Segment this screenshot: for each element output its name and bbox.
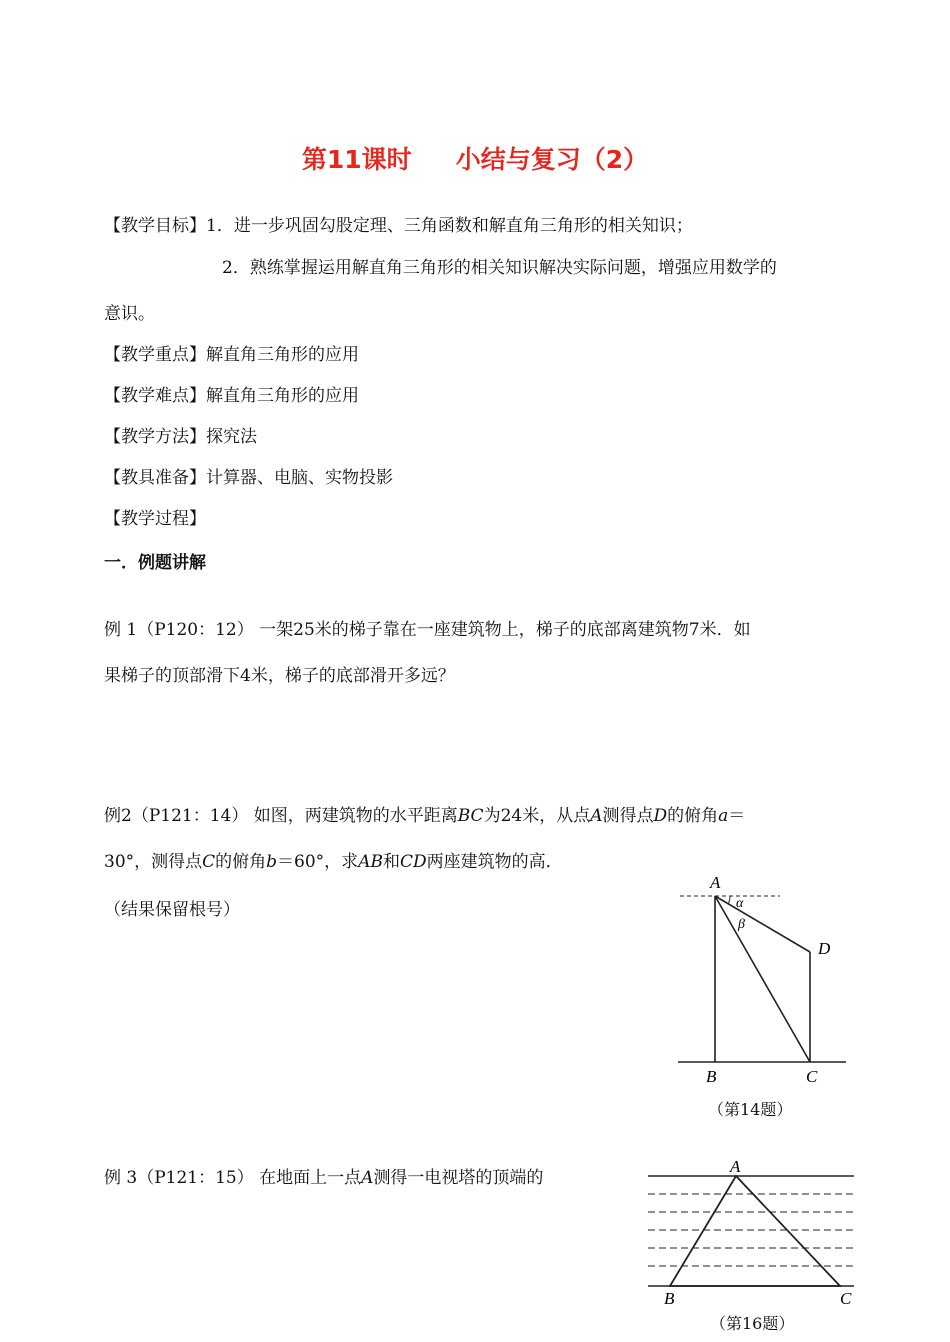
goals-label: 【教学目标】 (104, 216, 206, 236)
example2-note: （结果保留根号） (104, 900, 240, 920)
section-heading: 一．例题讲解 (104, 553, 206, 573)
page-title (0, 140, 950, 176)
line-ad (715, 896, 810, 952)
var-a: A (590, 806, 603, 826)
example1-line-1: 例 1（P120：12） 一架25米的梯子靠在一座建筑物上，梯子的底部离建筑物7米．如 (104, 620, 751, 640)
line-ac (715, 896, 810, 1062)
example2-line-2: 30°，测得点C的俯角b＝60°，求AB和CD两座建筑物的高． (104, 852, 563, 872)
figure-14-caption: （第14题） (708, 1100, 793, 1119)
figure-16 (640, 1152, 860, 1306)
var-bc: BC (457, 806, 484, 826)
angle-alpha-arc (728, 896, 730, 904)
point-c-label: C (806, 1067, 818, 1086)
beta-label: β (738, 917, 745, 932)
goals-item-2-continued: 意识。 (104, 304, 155, 324)
difficulty: 【教学难点】解直角三角形的应用 (104, 386, 359, 406)
goals-item-2: 2．熟练掌握运用解直角三角形的相关知识解决实际问题，增强应用数学的 (222, 258, 777, 278)
point-d-label: D (818, 939, 831, 958)
var-ab: AB (358, 852, 383, 872)
var-alpha: a (718, 806, 729, 826)
point-c-label: C (840, 1289, 852, 1306)
figure-14 (670, 870, 850, 1092)
key-point: 【教学重点】解直角三角形的应用 (104, 345, 359, 365)
point-a-label: A (710, 873, 721, 892)
figure-16-caption: （第16题） (710, 1314, 795, 1333)
title-lesson-number: 第11课时 (301, 145, 412, 174)
alpha-label: α (736, 896, 744, 911)
var-cd: CD (399, 852, 427, 872)
example1-line-2: 果梯子的顶部滑下4米，梯子的底部滑开多远？ (104, 666, 455, 686)
point-a-label: A (730, 1157, 741, 1176)
var-c: C (202, 852, 216, 872)
goals-line-1 (104, 214, 693, 238)
example2-line-1: 例2（P121：14） 如图，两建筑物的水平距离BC为24米，从点A测得点D的俯角a＝ (104, 806, 746, 826)
tools: 【教具准备】计算器、电脑、实物投影 (104, 468, 393, 488)
var-a: A (361, 1168, 374, 1188)
title-lesson-name: 小结与复习（2） (455, 145, 649, 174)
var-d: D (653, 806, 668, 826)
process-heading: 【教学过程】 (104, 509, 206, 529)
example3-line-1: 例 3（P121：15） 在地面上一点A测得一电视塔的顶端的 (104, 1168, 544, 1188)
goals-item-1: 1．进一步巩固勾股定理、三角函数和解直角三角形的相关知识； (206, 216, 693, 236)
var-beta: b (266, 852, 278, 872)
point-b-label: B (664, 1289, 675, 1306)
method: 【教学方法】探究法 (104, 427, 257, 447)
triangle-abc (670, 1176, 840, 1286)
point-b-label: B (706, 1067, 717, 1086)
